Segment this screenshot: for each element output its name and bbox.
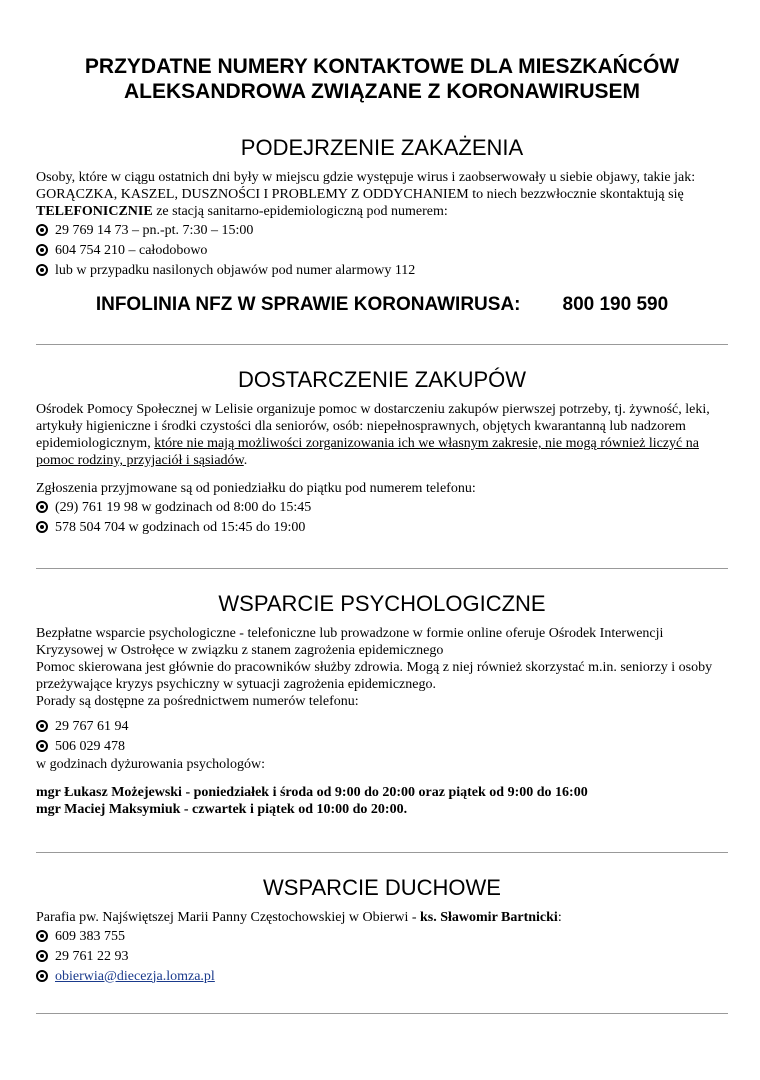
text-part: Osoby, które w ciągu ostatnich dni były w miejscu gdzie występuje wirus i zaobserwowały u siebie objawy, takie jak: GORĄCZKA, KASZEL, DUSZNOŚCI I PROBLEMY Z ODDYCHANIEM to niech bezzwłocznie skontaktują się [36, 170, 696, 202]
list-item [36, 517, 728, 537]
section-text: Porady są dostępne za pośrednictwem numerów telefonu: [36, 694, 359, 709]
divider [36, 852, 728, 853]
section-text-2: Zgłoszenia przyjmowane są od poniedziałku do piątku pod numerem telefonu: [36, 481, 476, 496]
bullet-icon [36, 224, 48, 236]
section-title: WSPARCIE DUCHOWE [263, 875, 501, 900]
infoline-number: 800 190 590 [562, 294, 669, 315]
bullet-icon [36, 720, 48, 732]
section-suspected-infection [36, 135, 728, 316]
phone-entry: 29 767 61 94 [55, 718, 129, 734]
text-part: Ośrodek Pomocy Społecznej w Lelisie organizuje pomoc w dostarczeniu zakupów pierwszej potrzeby, tj. żywność, leki, artykuły higieniczne i środki czystości dla seniorów, osób: niepełnosprawnych, objętych kwarantanną lub nadzorem epidemiologicznym, [36, 402, 710, 451]
section-text: Bezpłatne wsparcie psychologiczne - telefoniczne lub prowadzone w formie online oferuje Ośrodek Interwencji Kryzysowej w Ostrołęce w związku z stanem zagrożenia epidemicznego [36, 626, 664, 658]
email-link[interactable]: obierwia@diecezja.lomza.pl [55, 968, 215, 984]
nfz-infoline [36, 294, 728, 316]
divider [36, 344, 728, 345]
section-text: Pomoc skierowana jest głównie do pracowników służby zdrowia. Mogą z niej również skorzystać m.in. seniorzy i osoby przeżywające kryzys psychiczny w sytuacji zagrożenia epidemicznego. [36, 660, 713, 692]
phone-entry: 506 029 478 [55, 738, 125, 754]
section-text [36, 169, 728, 220]
page-title [36, 54, 728, 104]
phone-entry: (29) 761 19 98 w godzinach od 8:00 do 15:45 [55, 499, 312, 515]
bullet-icon [36, 970, 48, 982]
section-text [36, 401, 728, 469]
bullet-icon [36, 740, 48, 752]
divider [36, 1013, 728, 1014]
section-psychological-support [36, 591, 728, 818]
text-underlined: które nie mają możliwości zorganizowania ich we własnym zakresie, nie mogą również liczyć na pomoc rodziny, przyjaciół i sąsiadów [36, 436, 699, 468]
section-spiritual-support [36, 875, 728, 986]
phone-entry: 609 383 755 [55, 928, 125, 944]
phone-entry: lub w przypadku nasilonych objawów pod numer alarmowy 112 [55, 262, 416, 278]
list-item [36, 260, 728, 280]
bullet-icon [36, 930, 48, 942]
section-title: WSPARCIE PSYCHOLOGICZNE [218, 591, 546, 616]
section-shopping-delivery [36, 367, 728, 537]
text-part: Parafia pw. Najświętszej Marii Panny Częstochowskiej w Obierwi - [36, 910, 420, 925]
phone-list [36, 220, 728, 280]
text-bold: TELEFONICZNIE [36, 204, 153, 219]
infoline-label: INFOLINIA NFZ W SPRAWIE KORONAWIRUSA: [95, 294, 521, 315]
section-text: w godzinach dyżurowania psychologów: [36, 757, 265, 772]
list-item [36, 240, 728, 260]
phone-entry: 29 761 22 93 [55, 948, 129, 964]
bullet-icon [36, 244, 48, 256]
phone-entry: 578 504 704 w godzinach od 15:45 do 19:00 [55, 519, 306, 535]
list-item [36, 966, 728, 986]
phone-list [36, 716, 728, 756]
list-item [36, 926, 728, 946]
bullet-icon [36, 501, 48, 513]
text-part: ze stacją sanitarno-epidemiologiczną pod numerem: [152, 204, 448, 219]
phone-entry: 29 769 14 73 – pn.-pt. 7:30 – 15:00 [55, 222, 254, 238]
list-item [36, 946, 728, 966]
title-line-1: PRZYDATNE NUMERY KONTAKTOWE DLA MIESZKAŃCÓW [84, 55, 680, 78]
list-item [36, 716, 728, 736]
list-item [36, 497, 728, 517]
bullet-icon [36, 950, 48, 962]
list-item [36, 736, 728, 756]
list-item [36, 220, 728, 240]
title-line-2: ALEKSANDROWA ZWIĄZANE Z KORONAWIRUSEM [123, 80, 641, 103]
section-text [36, 909, 728, 926]
divider [36, 568, 728, 569]
phone-list [36, 497, 728, 537]
bullet-icon [36, 521, 48, 533]
psychologist-schedule-2: mgr Maciej Maksymiuk - czwartek i piątek od 10:00 do 20:00. [36, 802, 408, 817]
bullet-icon [36, 264, 48, 276]
phone-entry: 604 754 210 – całodobowo [55, 242, 208, 258]
psychologist-schedule-1: mgr Łukasz Możejewski - poniedziałek i środa od 9:00 do 20:00 oraz piątek od 9:00 do 16:00 [36, 785, 588, 800]
text-part: : [557, 910, 562, 925]
text-part: . [243, 453, 248, 468]
contact-list [36, 926, 728, 986]
section-title: PODEJRZENIE ZAKAŻENIA [240, 135, 524, 160]
section-title: DOSTARCZENIE ZAKUPÓW [237, 367, 527, 392]
text-bold: ks. Sławomir Bartnicki [420, 910, 558, 925]
